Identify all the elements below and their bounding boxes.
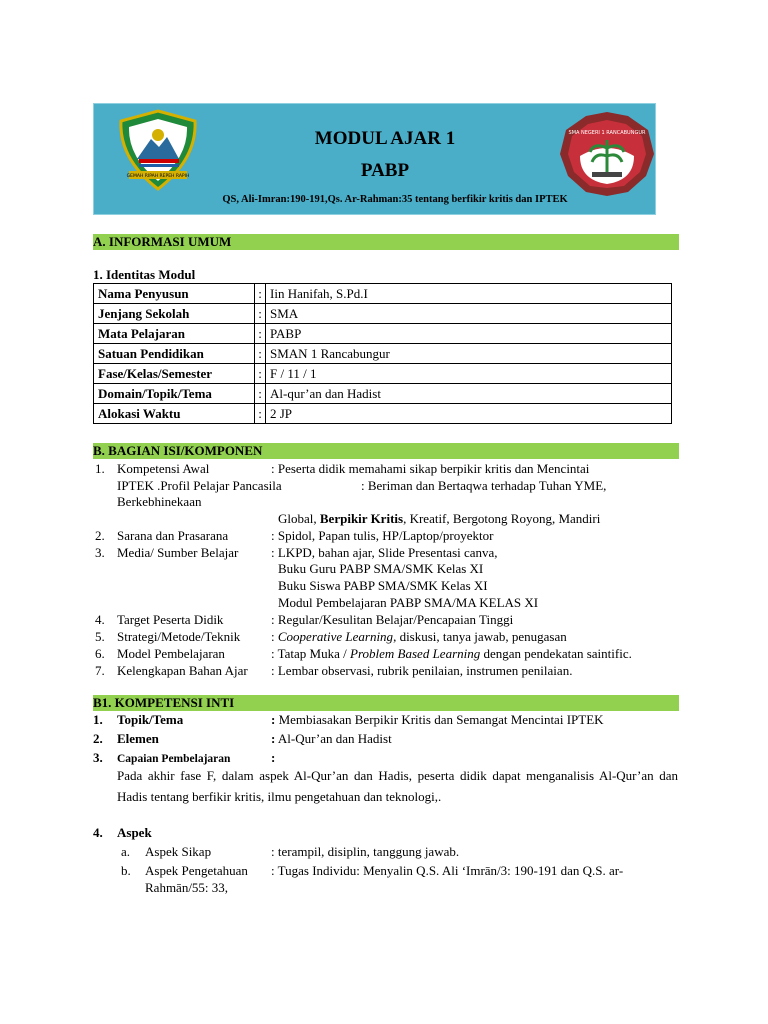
- list-number: 7.: [95, 663, 105, 678]
- section-b-heading: B. BAGIAN ISI/KOMPONEN: [93, 443, 679, 459]
- school-emblem-logo: [558, 110, 656, 198]
- aspek-label: Aspek: [117, 825, 152, 840]
- row-colon: :: [255, 344, 266, 364]
- module-subtitle: QS, Ali-Imran:190-191,Qs. Ar-Rahman:35 tentang berfikir kritis dan IPTEK: [222, 194, 568, 205]
- row-colon: :: [255, 284, 266, 304]
- elemen-text: Al-Qur’an dan Hadist: [275, 731, 392, 746]
- capaian-colon: :: [271, 750, 276, 765]
- row-key: Nama Penyusun: [94, 284, 255, 304]
- media-value: : LKPD, bahan ajar, Slide Presentasi canva,: [271, 545, 498, 560]
- module-subject: PABP: [360, 160, 410, 181]
- model-pre: : Tatap Muka /: [271, 646, 351, 661]
- aspek-pengetahuan-value: : Tugas Individu: Menyalin Q.S. Ali ‘Imrān/3: 190-191 dan Q.S. ar-: [271, 863, 624, 878]
- strategi-colon: :: [271, 629, 278, 644]
- table-row: [94, 304, 672, 324]
- list-number: 3.: [93, 750, 103, 765]
- model-label: Model Pembelajaran: [117, 646, 225, 661]
- table-row: [94, 324, 672, 344]
- profil-bold-text: Berpikir Kritis: [319, 511, 404, 526]
- row-key: Mata Pelajaran: [94, 324, 255, 344]
- list-number: 4.: [95, 612, 105, 627]
- topik-text: Membiasakan Berpikir Kritis dan Semangat Mencintai IPTEK: [275, 712, 604, 727]
- row-key: Alokasi Waktu: [94, 404, 255, 424]
- target-label: Target Peserta Didik: [117, 612, 224, 627]
- model-rest: dengan pendekatan saintific.: [480, 646, 632, 661]
- kompetensi-awal-value: : Peserta didik memahami sikap berpikir kritis dan Mencintai: [271, 461, 590, 476]
- table-row: [94, 384, 672, 404]
- media-line2: Buku Guru PABP SMA/SMK Kelas XI: [278, 561, 484, 576]
- sarana-value: : Spidol, Papan tulis, HP/Laptop/proyektor: [271, 528, 494, 543]
- capaian-paragraph: Pada akhir fase F, dalam aspek Al-Qur’an dan Hadis, peserta didik dapat menganalisis Al-Qur’an dan Hadis tentang berfikir kritis, ilmu pengetahuan dan teknologi,.: [117, 768, 678, 804]
- table-row: [94, 284, 672, 304]
- list-letter: b.: [121, 863, 131, 878]
- row-colon: :: [255, 324, 266, 344]
- row-key: Fase/Kelas/Semester: [94, 364, 255, 384]
- profil-pelajar-line4: [278, 511, 600, 527]
- row-colon: :: [255, 364, 266, 384]
- table-row: [94, 404, 672, 424]
- profil-pelajar-value: : Beriman dan Bertaqwa terhadap Tuhan YME,: [361, 478, 607, 493]
- profil-pelajar-line3: Berkebhinekaan: [117, 494, 202, 509]
- section-a-heading: A. INFORMASI UMUM: [93, 234, 679, 250]
- model-value: [271, 646, 632, 662]
- row-value: 2 JP: [266, 404, 672, 424]
- profil-text: Global,: [278, 511, 320, 526]
- svg-text:SMA NEGERI 1 RANCABUNGUR: SMA NEGERI 1 RANCABUNGUR: [568, 130, 646, 136]
- topik-label: Topik/Tema: [117, 712, 184, 727]
- list-number: 1.: [93, 712, 103, 727]
- topik-value: [271, 712, 604, 728]
- strategi-label: Strategi/Metode/Teknik: [117, 629, 241, 644]
- row-value: SMA: [266, 304, 672, 324]
- media-line4: Modul Pembelajaran PABP SMA/MA KELAS XI: [278, 595, 539, 610]
- elemen-value: [271, 731, 392, 747]
- row-value: PABP: [266, 324, 672, 344]
- strategi-rest: , diskusi, tanya jawab, penugasan: [393, 629, 567, 644]
- kelengkapan-label: Kelengkapan Bahan Ajar: [117, 663, 248, 678]
- profil-text: , Kreatif, Bergotong Royong, Mandiri: [403, 511, 601, 526]
- aspek-sikap-label: Aspek Sikap: [145, 844, 212, 859]
- table-row: [94, 364, 672, 384]
- row-colon: :: [255, 404, 266, 424]
- row-value: Iin Hanifah, S.Pd.I: [266, 284, 672, 304]
- aspek-sikap-value: : terampil, disiplin, tanggung jawab.: [271, 844, 460, 859]
- row-key: Jenjang Sekolah: [94, 304, 255, 324]
- profil-pelajar-label: IPTEK .Profil Pelajar Pancasila: [117, 478, 282, 493]
- row-value: Al-qur’an dan Hadist: [266, 384, 672, 404]
- topik-colon: :: [271, 712, 276, 727]
- strategi-italic: Cooperative Learning: [277, 629, 394, 644]
- strategi-value: [271, 629, 567, 645]
- row-key: Satuan Pendidikan: [94, 344, 255, 364]
- west-java-emblem-logo: [117, 109, 199, 191]
- aspek-pengetahuan-label: Aspek Pengetahuan: [145, 863, 248, 878]
- list-number: 1.: [95, 461, 105, 476]
- list-number: 2.: [95, 528, 105, 543]
- table-row: [94, 344, 672, 364]
- sarana-label: Sarana dan Prasarana: [117, 528, 229, 543]
- row-colon: :: [255, 304, 266, 324]
- list-letter: a.: [121, 844, 131, 859]
- kelengkapan-value: : Lembar observasi, rubrik penilaian, instrumen penilaian.: [271, 663, 573, 678]
- elemen-label: Elemen: [117, 731, 159, 746]
- row-colon: :: [255, 384, 266, 404]
- module-title: MODUL AJAR 1: [314, 128, 456, 149]
- media-label: Media/ Sumber Belajar: [117, 545, 239, 560]
- model-italic: Problem Based Learning: [350, 646, 481, 661]
- media-line3: Buku Siswa PABP SMA/SMK Kelas XI: [278, 578, 488, 593]
- capaian-label: Capaian Pembelajaran: [117, 753, 231, 765]
- aspek-pengetahuan-line2: Rahmān/55: 33,: [145, 880, 229, 895]
- target-value: : Regular/Kesulitan Belajar/Pencapaian Tinggi: [271, 612, 514, 627]
- row-key: Domain/Topik/Tema: [94, 384, 255, 404]
- identity-table: [93, 283, 672, 424]
- section-b1-heading: B1. KOMPETENSI INTI: [93, 695, 679, 711]
- kompetensi-awal-label: Kompetensi Awal: [117, 461, 210, 476]
- elemen-colon: :: [271, 731, 276, 746]
- list-number: 5.: [95, 629, 105, 644]
- list-number: 2.: [93, 731, 103, 746]
- svg-text:GEMAH RIPAH REPEH RAPIH: GEMAH RIPAH REPEH RAPIH: [126, 174, 190, 179]
- list-number: 4.: [93, 825, 103, 840]
- list-number: 3.: [95, 545, 105, 560]
- identitas-modul-heading: 1. Identitas Modul: [93, 267, 196, 282]
- row-value: SMAN 1 Rancabungur: [266, 344, 672, 364]
- list-number: 6.: [95, 646, 105, 661]
- row-value: F / 11 / 1: [266, 364, 672, 384]
